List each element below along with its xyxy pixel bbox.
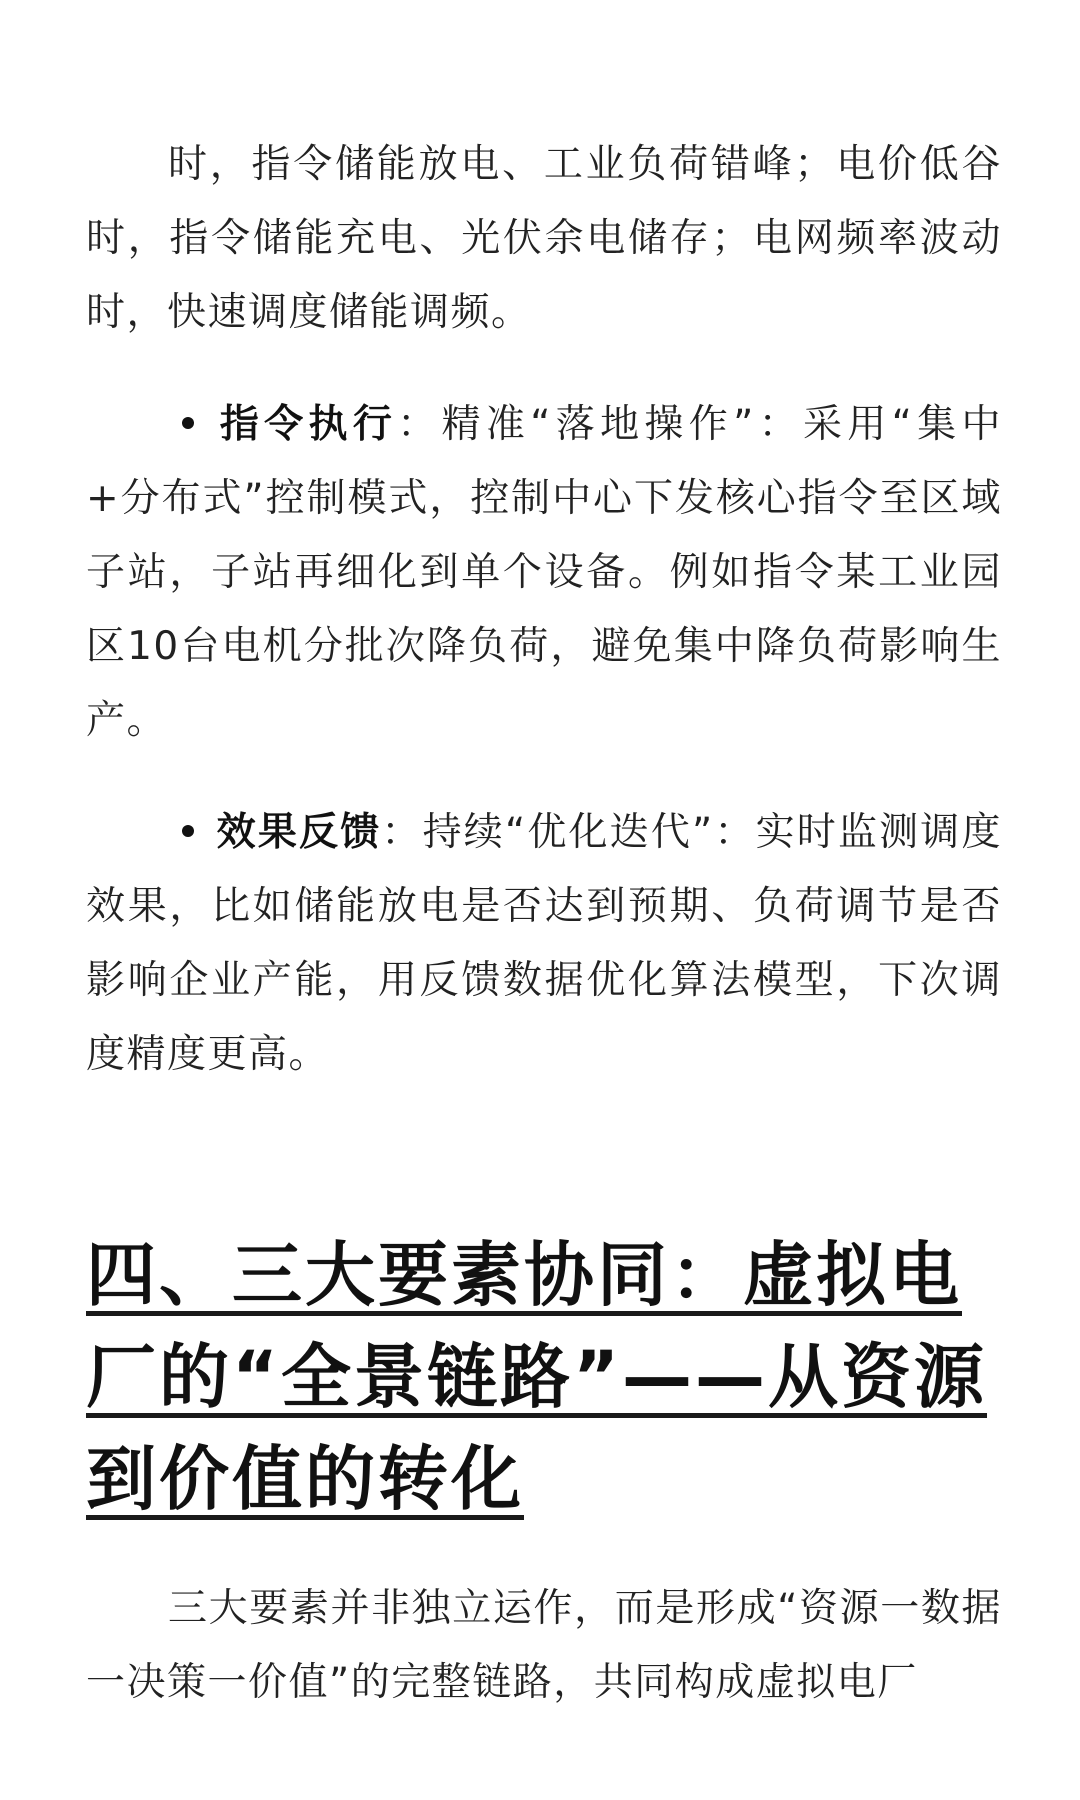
section-heading	[86, 1224, 1002, 1530]
bullet-term: 效果反馈	[216, 810, 382, 855]
paragraph-dispatch-conditions: 时，指令储能放电、工业负荷错峰；电价低谷时，指令储能充电、光伏余电储存；电网频率波动时，快速调度储能调频。	[86, 142, 1002, 335]
bullet-term: 指令执行	[216, 402, 398, 447]
paragraph-chain-intro: 三大要素并非独立运作，而是形成“资源一数据一决策一价值”的完整链路，共同构成虚拟电厂	[86, 1586, 1002, 1705]
bullet-dot-icon	[182, 417, 194, 429]
bullet-item-effect-feedback	[86, 796, 1002, 1092]
bullet-dot-icon	[182, 825, 194, 837]
article-body	[86, 128, 1002, 1720]
bullet-text: ：精准“落地操作”：采用“集中+分布式”控制模式，控制中心下发核心指令至区域子站，子站再细化到单个设备。例如指令某工业园区10台电机分批次降负荷，避免集中降负荷影响生产。	[86, 402, 1002, 743]
section-heading-text: 四、三大要素协同：虚拟电厂的“全景链路”——从资源到价值的转化	[86, 1234, 988, 1520]
bullet-item-command-execution	[86, 388, 1002, 758]
bullet-text: ：持续“优化迭代”：实时监测调度效果，比如储能放电是否达到预期、负荷调节是否影响企业产能，用反馈数据优化算法模型，下次调度精度更高。	[86, 810, 1002, 1077]
